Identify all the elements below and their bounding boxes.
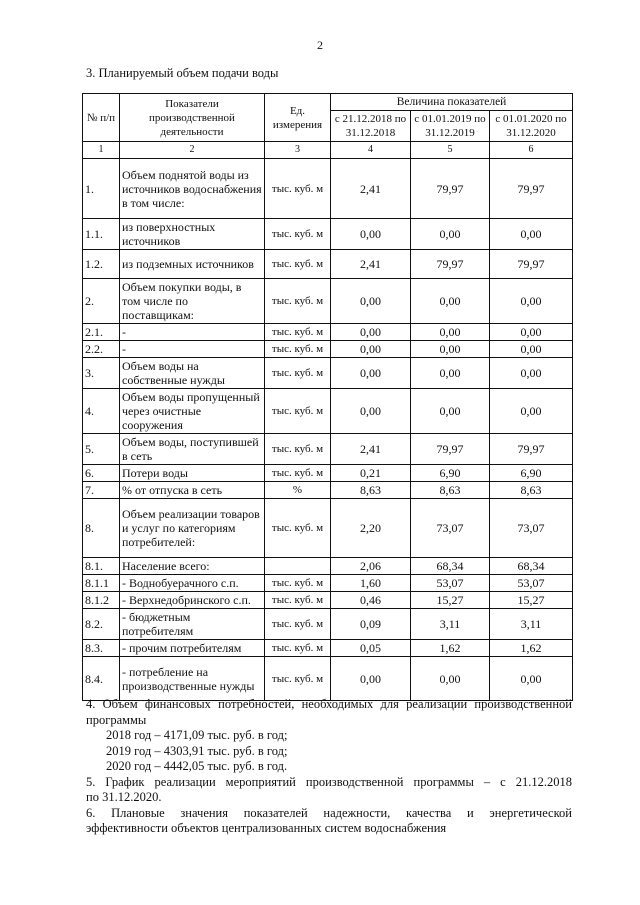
row-value-2019: 0,00	[411, 657, 490, 701]
row-indicator: Объем воды, поступившей в сеть	[120, 434, 265, 465]
table-row	[83, 434, 573, 465]
row-number: 3.	[83, 358, 120, 389]
row-unit: тыс. куб. м	[265, 389, 331, 434]
row-unit: тыс. куб. м	[265, 434, 331, 465]
row-indicator: Объем воды на собственные нужды	[120, 358, 265, 389]
row-value-2018: 0,00	[331, 279, 411, 324]
row-value-2019: 0,00	[411, 279, 490, 324]
row-value-2019: 0,00	[411, 389, 490, 434]
row-indicator: Население всего:	[120, 558, 265, 575]
table-row	[83, 341, 573, 358]
section-6-line-1: 6. Плановые значения показателей надежности, качества и энергетической	[86, 805, 572, 820]
row-value-2020: 8,63	[490, 482, 573, 499]
row-value-2018: 0,00	[331, 341, 411, 358]
header-period-3: с 01.01.2020 по 31.12.2020	[490, 111, 573, 142]
table-row	[83, 159, 573, 219]
row-indicator: из поверхностных источников	[120, 219, 265, 250]
row-number: 2.2.	[83, 341, 120, 358]
row-value-2019: 0,00	[411, 358, 490, 389]
row-value-2019: 3,11	[411, 609, 490, 640]
table-row	[83, 358, 573, 389]
row-value-2018: 0,00	[331, 657, 411, 701]
row-number: 4.	[83, 389, 120, 434]
table-row	[83, 499, 573, 558]
row-value-2018: 8,63	[331, 482, 411, 499]
water-supply-table	[82, 93, 573, 701]
table-row	[83, 657, 573, 701]
row-indicator: - Верхнедобринского с.п.	[120, 592, 265, 609]
row-unit: тыс. куб. м	[265, 279, 331, 324]
row-number: 2.	[83, 279, 120, 324]
row-number: 5.	[83, 434, 120, 465]
row-value-2020: 1,62	[490, 640, 573, 657]
row-indicator: из подземных источников	[120, 250, 265, 279]
section-3-title: 3. Планируемый объем подачи воды	[86, 66, 279, 80]
row-indicator: - бюджетным потребителям	[120, 609, 265, 640]
row-unit: тыс. куб. м	[265, 640, 331, 657]
row-number: 2.1.	[83, 324, 120, 341]
row-value-2019: 1,62	[411, 640, 490, 657]
row-indicator: - потребление на производственные нужды	[120, 657, 265, 701]
row-value-2020: 73,07	[490, 499, 573, 558]
row-value-2019: 79,97	[411, 434, 490, 465]
section-4-item-2019: 2019 год – 4303,91 тыс. руб. в год;	[106, 743, 288, 758]
row-unit: %	[265, 482, 331, 499]
row-value-2020: 15,27	[490, 592, 573, 609]
row-number: 7.	[83, 482, 120, 499]
row-value-2020: 79,97	[490, 434, 573, 465]
page-number: 2	[317, 38, 323, 52]
row-indicator: % от отпуска в сеть	[120, 482, 265, 499]
row-value-2020: 0,00	[490, 341, 573, 358]
row-value-2018: 0,21	[331, 465, 411, 482]
index-cell: 6	[490, 142, 573, 159]
table-row	[83, 219, 573, 250]
row-value-2019: 79,97	[411, 159, 490, 219]
row-value-2020: 0,00	[490, 657, 573, 701]
row-value-2019: 8,63	[411, 482, 490, 499]
row-number: 8.4.	[83, 657, 120, 701]
section-5-line-2: по 31.12.2020.	[86, 790, 162, 804]
row-indicator: Объем поднятой воды из источников водоснабжения в том числе:	[120, 159, 265, 219]
row-value-2020: 0,00	[490, 219, 573, 250]
table-row	[83, 640, 573, 657]
row-value-2018: 1,60	[331, 575, 411, 592]
index-cell: 3	[265, 142, 331, 159]
row-value-2020: 3,11	[490, 609, 573, 640]
row-value-2020: 79,97	[490, 159, 573, 219]
table-row	[83, 250, 573, 279]
row-indicator: -	[120, 324, 265, 341]
section-6-line-2: эффективности объектов централизованных систем водоснабжения	[86, 821, 447, 835]
table-row	[83, 592, 573, 609]
row-unit: тыс. куб. м	[265, 609, 331, 640]
index-cell: 5	[411, 142, 490, 159]
row-value-2019: 79,97	[411, 250, 490, 279]
row-value-2019: 53,07	[411, 575, 490, 592]
index-cell: 1	[83, 142, 120, 159]
row-unit	[265, 558, 331, 575]
table-row	[83, 465, 573, 482]
table-row	[83, 482, 573, 499]
section-4-item-2020: 2020 год – 4442,05 тыс. руб. в год.	[106, 759, 288, 773]
row-unit: тыс. куб. м	[265, 250, 331, 279]
header-unit: Ед. измерения	[265, 94, 331, 142]
row-value-2018: 0,00	[331, 358, 411, 389]
section-4-title: 4. Объем финансовых потребностей, необходимых для реализации производственной	[86, 697, 572, 711]
row-indicator: Объем воды пропущенный через очистные сооружения	[120, 389, 265, 434]
section-4-title-cont: программы	[86, 712, 147, 727]
row-value-2020: 0,00	[490, 389, 573, 434]
row-unit: тыс. куб. м	[265, 159, 331, 219]
row-value-2018: 0,00	[331, 389, 411, 434]
row-unit: тыс. куб. м	[265, 219, 331, 250]
row-value-2018: 2,41	[331, 250, 411, 279]
header-period-2: с 01.01.2019 по 31.12.2019	[411, 111, 490, 142]
row-value-2019: 6,90	[411, 465, 490, 482]
row-unit: тыс. куб. м	[265, 324, 331, 341]
row-value-2018: 2,06	[331, 558, 411, 575]
table-row	[83, 558, 573, 575]
row-number: 8.3.	[83, 640, 120, 657]
row-value-2019: 15,27	[411, 592, 490, 609]
row-indicator: -	[120, 341, 265, 358]
row-value-2019: 0,00	[411, 219, 490, 250]
section-5-line-1: 5. График реализации мероприятий производственной программы – с 21.12.2018	[86, 774, 572, 789]
row-value-2019: 0,00	[411, 324, 490, 341]
row-number: 8.1.1	[83, 575, 120, 592]
table-row	[83, 389, 573, 434]
row-number: 1.	[83, 159, 120, 219]
row-value-2020: 0,00	[490, 358, 573, 389]
row-number: 8.1.	[83, 558, 120, 575]
row-value-2020: 0,00	[490, 324, 573, 341]
row-value-2018: 0,00	[331, 324, 411, 341]
row-number: 6.	[83, 465, 120, 482]
row-value-2018: 0,09	[331, 609, 411, 640]
row-indicator: Объем реализации товаров и услуг по категориям потребителей:	[120, 499, 265, 558]
row-value-2018: 2,41	[331, 159, 411, 219]
index-cell: 2	[120, 142, 265, 159]
row-number: 8.2.	[83, 609, 120, 640]
bottom-text	[86, 697, 572, 837]
row-number: 1.1.	[83, 219, 120, 250]
header-num: № п/п	[83, 94, 120, 142]
row-unit: тыс. куб. м	[265, 341, 331, 358]
row-indicator: Объем покупки воды, в том числе по поставщикам:	[120, 279, 265, 324]
header-value-group: Величина показателей	[331, 94, 573, 111]
row-value-2020: 0,00	[490, 279, 573, 324]
header-period-1: с 21.12.2018 по 31.12.2018	[331, 111, 411, 142]
row-value-2020: 6,90	[490, 465, 573, 482]
row-value-2018: 2,20	[331, 499, 411, 558]
row-number: 8.1.2	[83, 592, 120, 609]
row-value-2020: 53,07	[490, 575, 573, 592]
header-row	[83, 94, 573, 111]
row-unit: тыс. куб. м	[265, 592, 331, 609]
row-value-2019: 0,00	[411, 341, 490, 358]
row-value-2018: 0,46	[331, 592, 411, 609]
row-unit: тыс. куб. м	[265, 465, 331, 482]
row-indicator: - прочим потребителям	[120, 640, 265, 657]
row-indicator: Потери воды	[120, 465, 265, 482]
index-row	[83, 142, 573, 159]
row-number: 1.2.	[83, 250, 120, 279]
row-indicator: - Воднобуерачного с.п.	[120, 575, 265, 592]
row-value-2018: 0,05	[331, 640, 411, 657]
table-row	[83, 575, 573, 592]
row-value-2020: 79,97	[490, 250, 573, 279]
row-value-2018: 0,00	[331, 219, 411, 250]
row-unit: тыс. куб. м	[265, 575, 331, 592]
row-unit: тыс. куб. м	[265, 499, 331, 558]
row-value-2020: 68,34	[490, 558, 573, 575]
row-value-2018: 2,41	[331, 434, 411, 465]
row-value-2019: 73,07	[411, 499, 490, 558]
row-unit: тыс. куб. м	[265, 358, 331, 389]
row-value-2019: 68,34	[411, 558, 490, 575]
section-4-item-2018: 2018 год – 4171,09 тыс. руб. в год;	[106, 728, 288, 742]
row-number: 8.	[83, 499, 120, 558]
table-row	[83, 609, 573, 640]
index-cell: 4	[331, 142, 411, 159]
header-indicator: Показатели производственной деятельности	[120, 94, 265, 142]
table-row	[83, 324, 573, 341]
row-unit: тыс. куб. м	[265, 657, 331, 701]
table-row	[83, 279, 573, 324]
